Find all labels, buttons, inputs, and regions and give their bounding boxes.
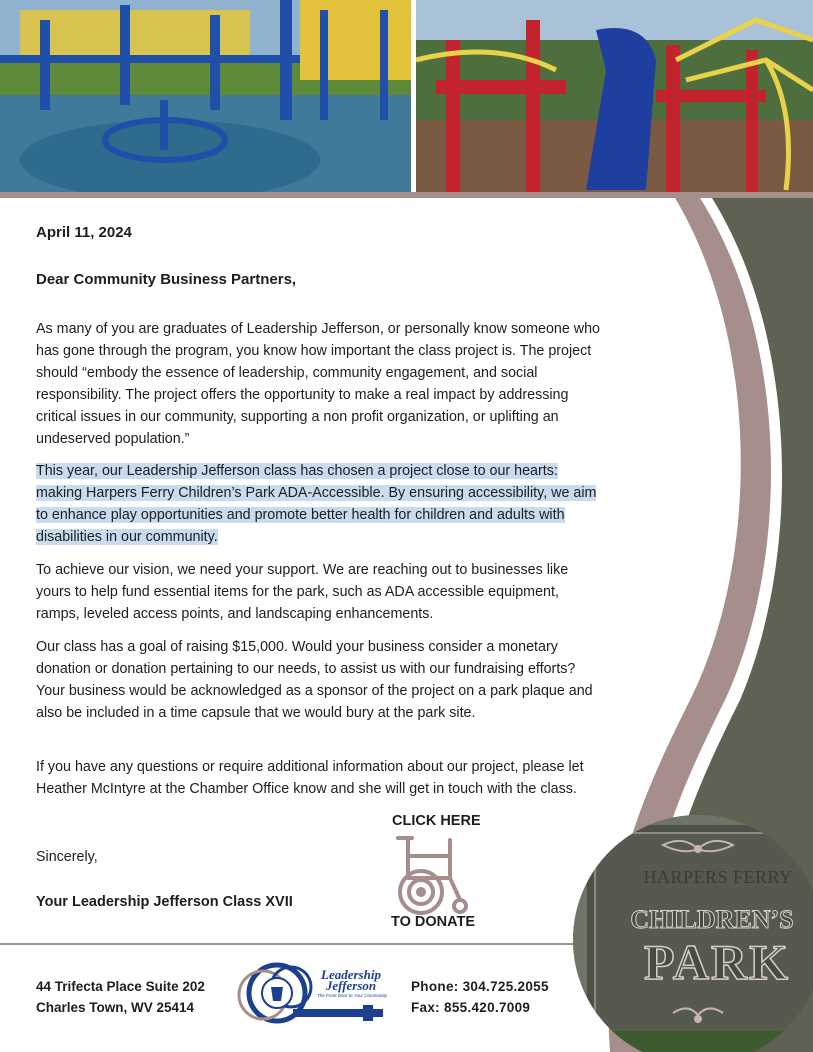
letter-paragraph-highlighted	[36, 460, 602, 548]
leadership-jefferson-logo	[233, 957, 393, 1027]
letter-signature: Your Leadership Jefferson Class XVII	[36, 894, 293, 910]
fax-number: Fax: 855.420.7009	[411, 1000, 531, 1015]
letter-paragraph: To achieve our vision, we need your support. We are reaching out to businesses like yours to help fund essential items for the park, such as ADA accessible equipment, ramps, leveled access points, and landscaping enhancements.	[36, 562, 569, 622]
to-donate-label[interactable]: TO DONATE	[391, 914, 476, 930]
click-here-label[interactable]: CLICK HERE	[392, 813, 481, 829]
letter-paragraph: As many of you are graduates of Leadership Jefferson, or personally know someone who has gone through the program, you know how important the class project is. The project should “embody the essence of leadership, community engagement, and social responsibility. The project offers the opportunity to make a real impact by addressing critical issues in our community, supporting a non profit organization, or uplifting an undeserved population.”	[36, 321, 600, 447]
letter-paragraph: If you have any questions or require additional information about our project, please let Heather McIntyre at the Chamber Office know and she will get in touch with the class.	[36, 759, 584, 797]
logo-title-line-1: Leadership	[321, 967, 381, 982]
phone-number: Phone: 304.725.2055	[411, 979, 549, 994]
address-line-1: 44 Trifecta Place Suite 202	[36, 979, 205, 994]
footer-divider	[0, 943, 600, 945]
logo-title	[309, 969, 393, 991]
letter-closing: Sincerely,	[36, 849, 98, 865]
logo-title-line-2: Jefferson	[325, 978, 377, 993]
wheelchair-icon[interactable]	[394, 834, 474, 916]
sign-text-line-3: PARK	[644, 934, 790, 990]
sign-text-line-2: CHILDREN’S	[630, 905, 794, 934]
address-line-2: Charles Town, WV 25414	[36, 1000, 195, 1015]
highlighted-text: This year, our Leadership Jefferson class has chosen a project close to our hearts: making Harpers Ferry Children’s Park ADA-Accessible. By ensuring accessibility, we aim to enhance play opportunities and promote better health for children and adults with disabilities in our community.	[36, 463, 597, 545]
letter-paragraph: Our class has a goal of raising $15,000. Would your business consider a monetary donation or donation pertaining to our needs, to assist us with our fundraising efforts? Your business would be acknowledged as a sponsor of the project on a park plaque and also be included in a time capsule that we would bury at the park site.	[36, 639, 593, 721]
park-sign-photo	[573, 815, 813, 1052]
logo-tagline: The Front Door to Your Community	[317, 993, 387, 998]
letter-date: April 11, 2024	[36, 224, 132, 241]
sign-text-line-1: HARPERS FERRY	[643, 867, 793, 887]
letter-salutation: Dear Community Business Partners,	[36, 271, 297, 288]
